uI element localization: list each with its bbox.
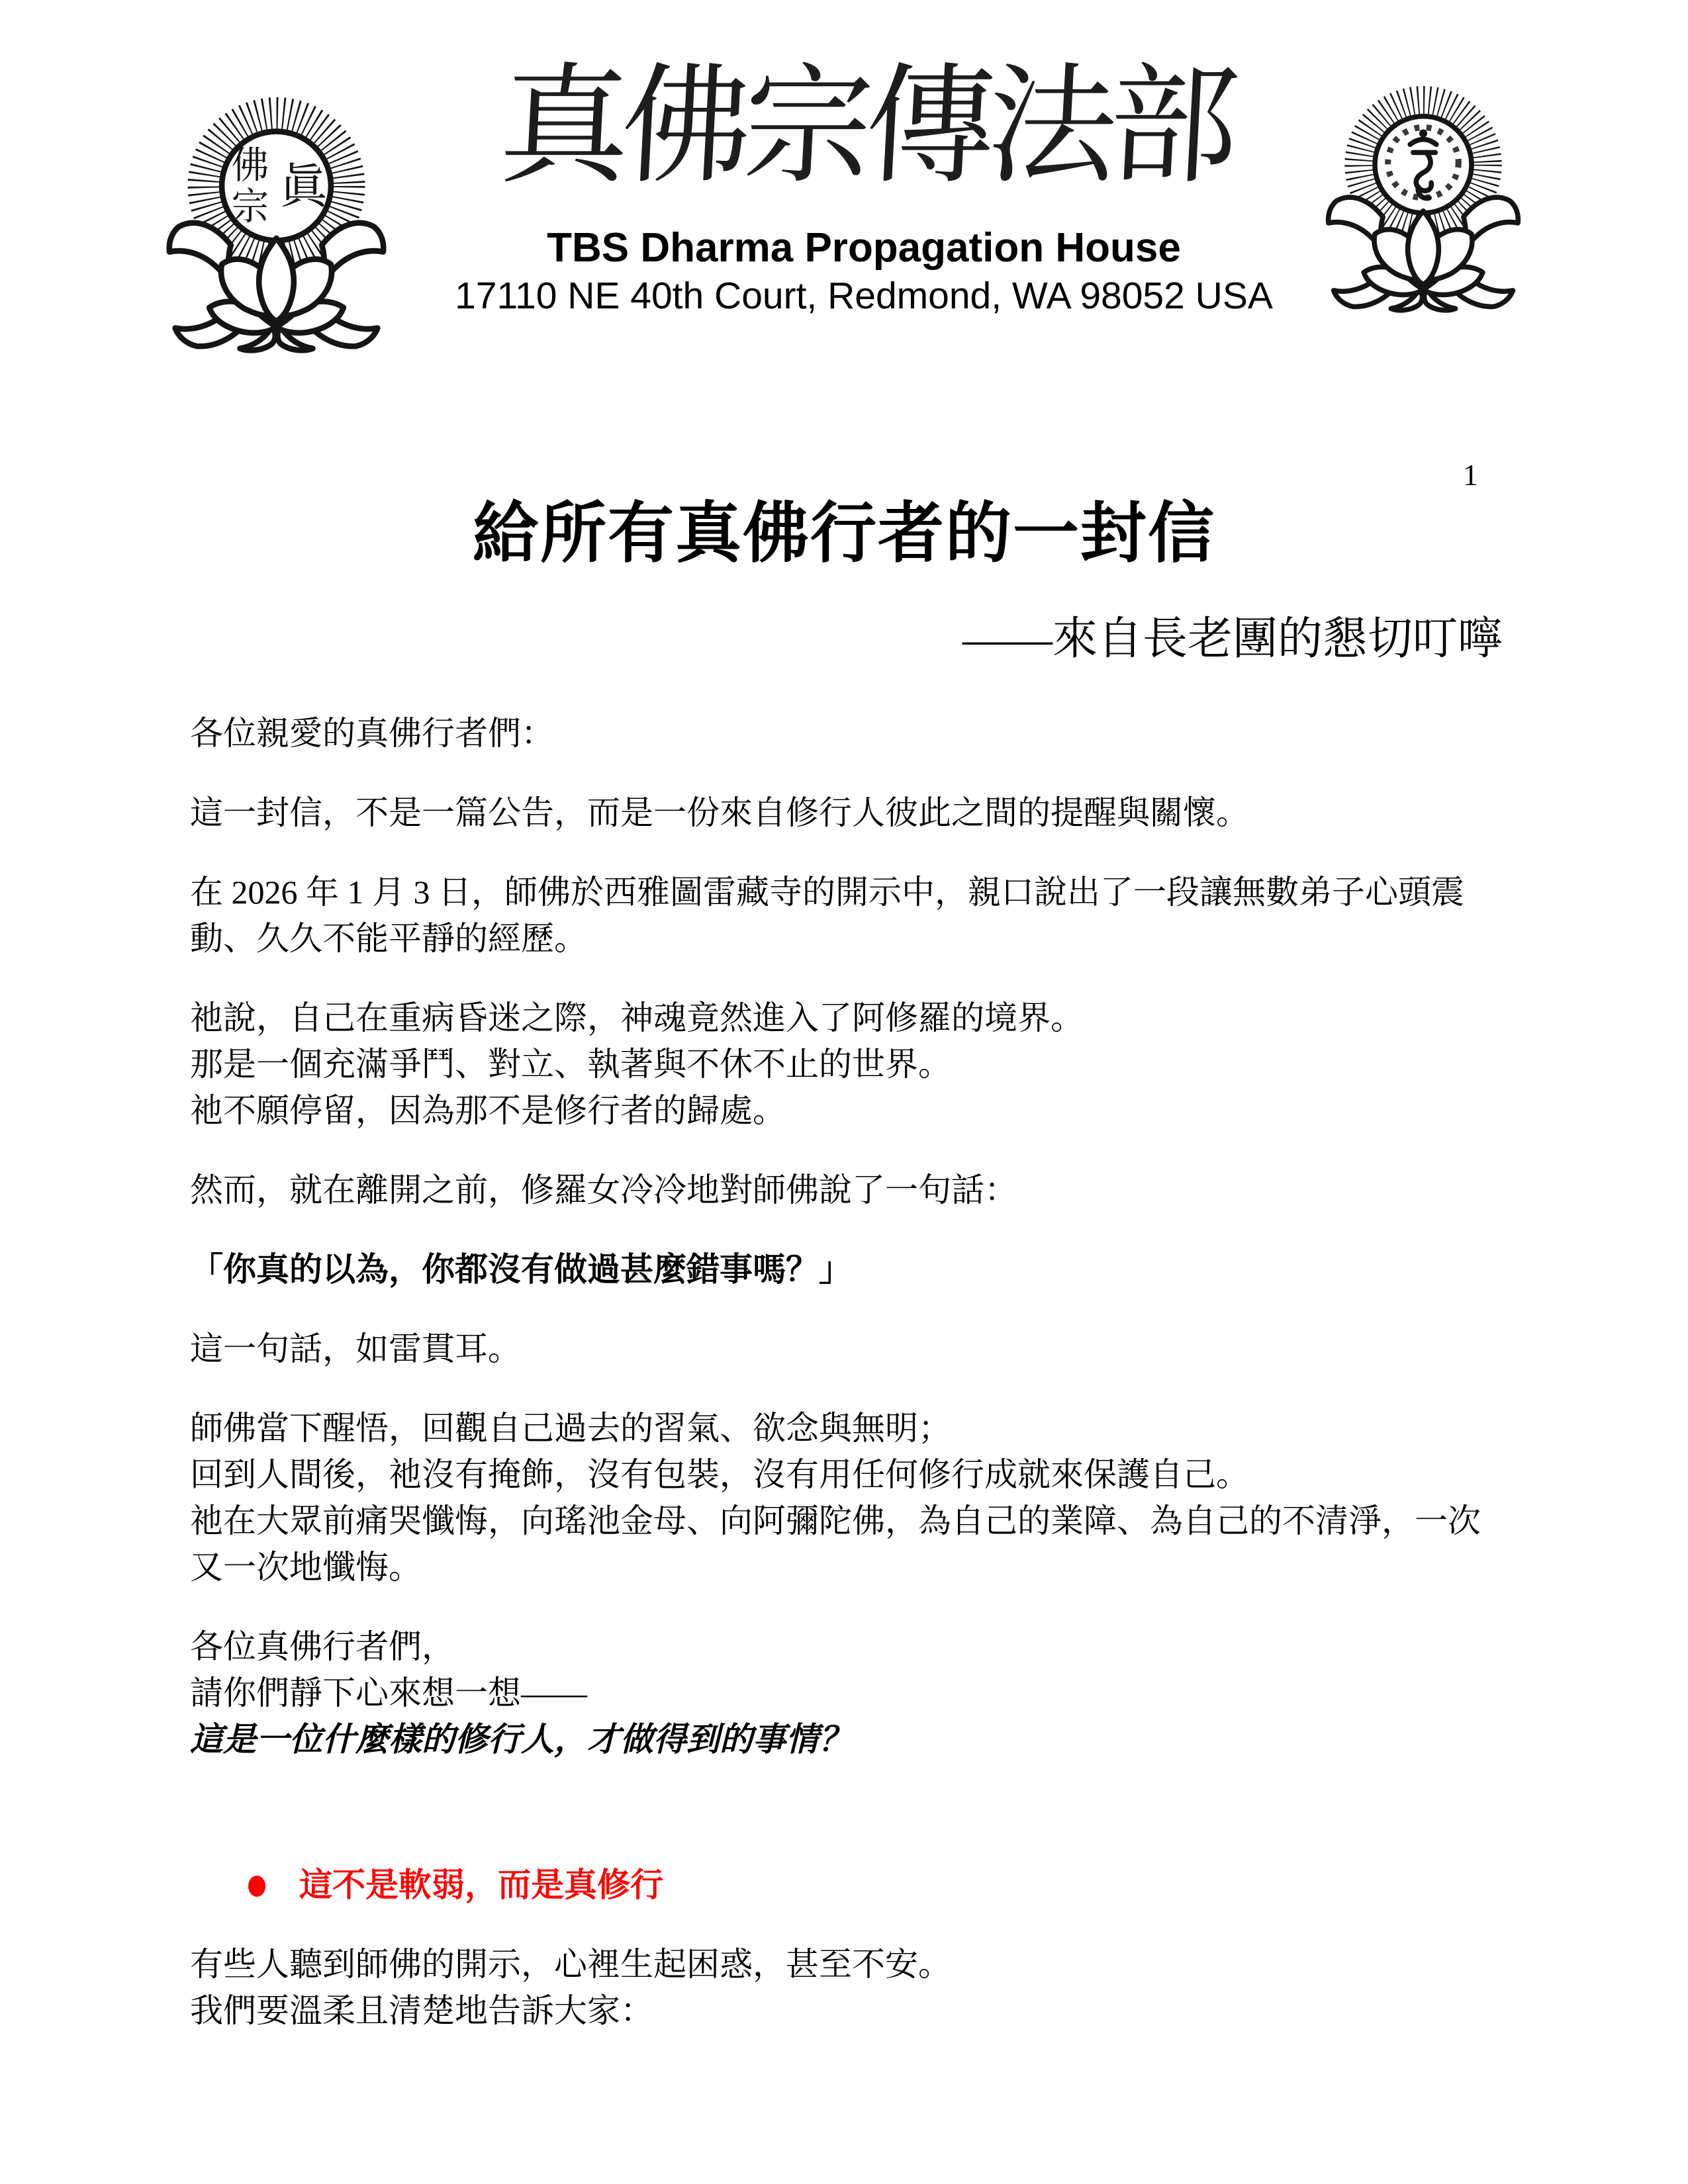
body-line: 然而，就在離開之前，修羅女冷冷地對師佛說了一句話： [190, 1171, 1017, 1208]
body-line: 這一封信，不是一篇公告，而是一份來自修行人彼此之間的提醒與關懷。 [190, 794, 1249, 831]
body-line: 請你們靜下心來想一想—— [190, 1674, 587, 1711]
bullet-item [190, 1862, 1521, 1908]
bullet-icon [248, 1876, 265, 1897]
body-line: 那是一個充滿爭鬥、對立、執著與不休不止的世界。 [190, 1046, 951, 1083]
lotus-emblem-icon [1304, 86, 1542, 318]
body-line: 祂說，自己在重病昏迷之際，神魂竟然進入了阿修羅的境界。 [190, 999, 1084, 1036]
blank-line [190, 1590, 1521, 1623]
blank-line [190, 962, 1521, 995]
blank-line [190, 1829, 1521, 1862]
page-number: 1 [1463, 458, 1478, 492]
body-line: 師佛當下醒悟，回觀自己過去的習氣、欲念與無明； [190, 1410, 951, 1447]
lotus-emblem-icon [162, 97, 391, 359]
blank-line [190, 1762, 1521, 1796]
letterhead [424, 222, 1304, 318]
body-line: 祂在大眾前痛哭懺悔，向瑤池金母、向阿彌陀佛，為自己的業障、為自己的不清淨，一次 [190, 1502, 1481, 1539]
body-line: 又一次地懺悔。 [190, 1549, 422, 1586]
body-line: 我們要溫柔且清楚地告訴大家： [190, 1992, 653, 2029]
org-address: 17110 NE 40th Court, Redmond, WA 98052 USA [455, 275, 1273, 317]
sanskrit-lotus-emblem-right [1304, 86, 1542, 318]
lotus-flower [1329, 197, 1519, 310]
blank-line [190, 1293, 1521, 1326]
page-title: 給所有真佛行者的一封信 [473, 497, 1215, 570]
body-line: 有些人聽到師佛的開示，心裡生起困惑，甚至不安。 [190, 1946, 951, 1983]
lotus-flower [169, 223, 384, 351]
seal-char-main: 眞 [279, 160, 328, 214]
body-line: 回到人間後，祂沒有掩飾，沒有包裝，沒有用任何修行成就來保護自己。 [190, 1456, 1249, 1493]
blank-line [190, 1908, 1521, 1941]
tbs-seal-lotus-emblem-left [162, 97, 391, 359]
page-subtitle: ——來自長老團的懇切叮嚀 [962, 614, 1503, 664]
blank-line [190, 1796, 1521, 1829]
seal-char-top: 佛 [231, 145, 269, 187]
bullet-item-label: 這不是軟弱，而是真修行 [299, 1866, 663, 1903]
body-line: 「你真的以為，你都沒有做過甚麼錯事嗎？」 [190, 1251, 852, 1288]
seal-char-bottom: 宗 [231, 186, 269, 228]
body-line: 各位真佛行者們， [190, 1628, 455, 1665]
blank-line [190, 1372, 1521, 1405]
org-name: TBS Dharma Propagation House [547, 225, 1181, 271]
body-line: 這一句話，如雷貫耳。 [190, 1330, 521, 1367]
body-line: 這是一位什麼樣的修行人，才做得到的事情？ [190, 1721, 852, 1758]
blank-line [190, 1134, 1521, 1167]
body-line: 祂不願停留，因為那不是修行者的歸處。 [190, 1092, 786, 1129]
blank-line [190, 836, 1521, 869]
body-line: 動、久久不能平靜的經歷。 [190, 920, 587, 957]
blank-line [190, 756, 1521, 790]
body-line: 在 2026 年 1 月 3 日，師佛於西雅圖雷藏寺的開示中，親口說出了一段讓無數弟子心頭震 [190, 874, 1464, 911]
blank-line [190, 1213, 1521, 1246]
calligraphy-title: 真佛宗傳法部 [496, 56, 1235, 199]
body-line: 各位親愛的真佛行者們： [190, 715, 554, 752]
body-text [190, 710, 1521, 2034]
